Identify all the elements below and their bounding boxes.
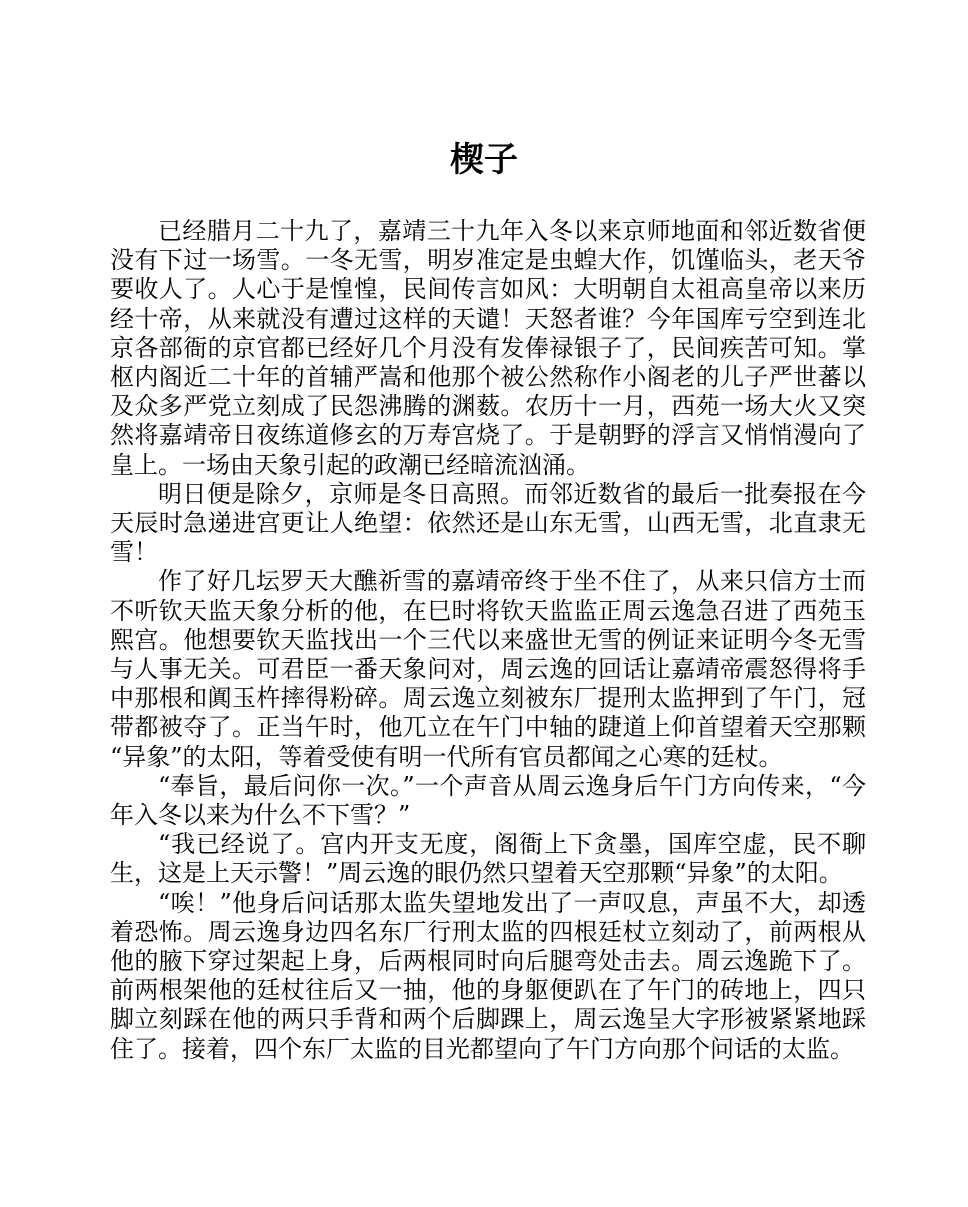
paragraph-3: 作了好几坛罗天大醮祈雪的嘉靖帝终于坐不住了，从来只信方士而不听钦天监天象分析的他，在巳时将钦天监监正周云逸急召进了西苑玉熙宫。他想要钦天监找出一个三代以来盛世无雪的例证来证明今冬无雪与人事无关。可君臣一番天象问对，周云逸的回话让嘉靖帝震怒得将手中那根和阗玉杵摔得粉碎。周云逸立刻被东厂提刑太监押到了午门，冠带都被夺了。正当午时，他兀立在午门中轴的踕道上仰首望着天空那颗“异象”的太阳，等着受使有明一代所有官员都闻之心寒的廷杖。: [110, 567, 866, 771]
paragraph-1: 已经腊月二十九了，嘉靖三十九年入冬以来京师地面和邻近数省便没有下过一场雪。一冬无雪，明岁准定是虫蝗大作，饥馑临头，老天爷要收人了。人心于是惶惶，民间传言如风：大明朝自太祖高皇帝以来历经十帝，从来就没有遭过这样的天谴！天怒者谁？今年国库亏空到连北京各部衙的京官都已经好几个月没有发俸禄银子了，民间疾苦可知。掌枢内阁近二十年的首辅严嵩和他那个被公然称作小阁老的儿子严世蕃以及众多严党立刻成了民怨沸腾的渊薮。农历十一月，西苑一场大火又突然将嘉靖帝日夜练道修玄的万寿宫烧了。于是朝野的浮言又悄悄漫向了皇上。一场由天象引起的政潮已经暗流汹涌。: [110, 217, 866, 479]
paragraph-2: 明日便是除夕，京师是冬日高照。而邻近数省的最后一批奏报在今天辰时急递进宫更让人绝望：依然还是山东无雪，山西无雪，北直隶无雪！: [110, 479, 866, 567]
paragraph-4: “奉旨，最后问你一次。”一个声音从周云逸身后午门方向传来，“今年入冬以来为什么不下雪？”: [110, 771, 866, 830]
chapter-body: [110, 217, 866, 1064]
paragraph-6: “唉！”他身后问话那太监失望地发出了一声叹息，声虽不大，却透着恐怖。周云逸身边四名东厂行刑太监的四根廷杖立刻动了，前两根从他的腋下穿过架起上身，后两根同时向后腿弯处击去。周云逸跪下了。前两根架他的廷杖往后又一抽，他的身躯便趴在了午门的砖地上，四只脚立刻踩在他的两只手背和两个后脚踝上，周云逸呈大字形被紧紧地踩住了。接着，四个东厂太监的目光都望向了午门方向那个问话的太监。: [110, 888, 866, 1063]
paragraph-5: “我已经说了。宫内开支无度，阁衙上下贪墨，国库空虚，民不聊生，这是上天示警！”周云逸的眼仍然只望着天空那颗“异象”的太阳。: [110, 830, 866, 888]
chapter-title: 楔子: [450, 140, 518, 180]
